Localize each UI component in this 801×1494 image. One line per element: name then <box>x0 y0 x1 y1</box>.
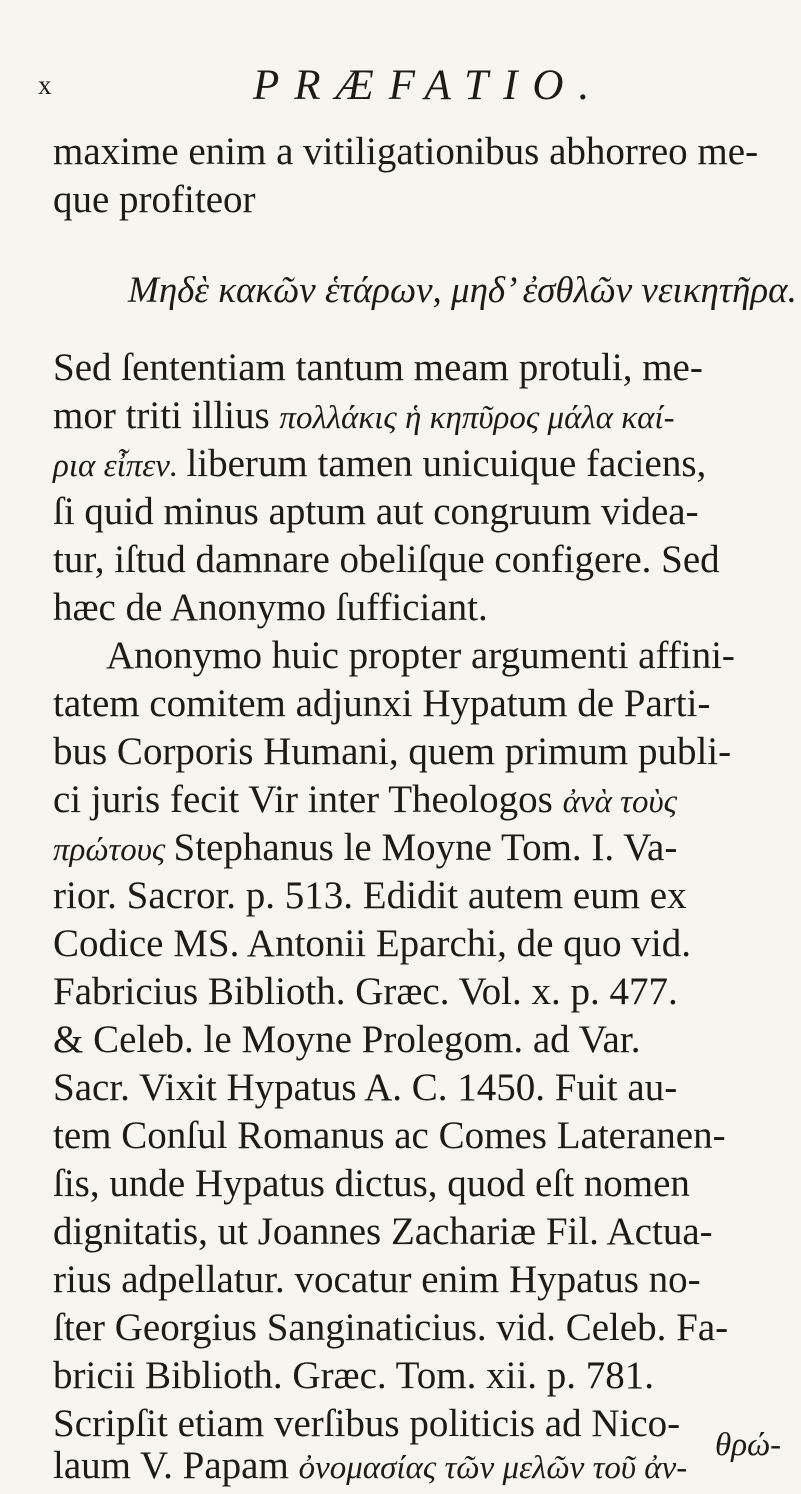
text-line-19: tem Conſul Romanus ac Comes Lateranen- <box>53 1114 726 1157</box>
text-line-09: Anonymo huic propter argumenti affini- <box>106 634 735 677</box>
text-line-10: tatem comitem adjunxi Hypatum de Parti- <box>53 682 711 725</box>
text-line-15: Codice MS. Antonii Eparchi, de quo vid. <box>53 922 692 965</box>
text-line-02: que profiteor <box>53 178 256 221</box>
running-title: PRÆFATIO. <box>253 62 605 109</box>
text-line-18: Sacr. Vixit Hypatus A. C. 1450. Fuit au- <box>53 1066 678 1109</box>
greek-proverb: πολλάκις ἡ κηπῦρος μάλα καί- <box>279 400 675 436</box>
latin-text: liberum tamen unicuique faciens, <box>186 442 707 485</box>
latin-text: laum V. Papam <box>53 1444 299 1487</box>
text-line-05 <box>53 438 706 490</box>
greek-title: ὀνομασίας τῶν μελῶν τοῦ ἀν- <box>298 1450 688 1486</box>
text-line-23: ſter Georgius Sanginaticius. vid. Celeb. Fa- <box>53 1306 729 1349</box>
latin-text: mor triti illius <box>53 394 280 437</box>
text-line-20: ſis, unde Hypatus dictus, quod eſt nomen <box>53 1162 690 1205</box>
text-line-06: ſi quid minus aptum aut congruum videa- <box>53 490 699 533</box>
text-line-22: rius adpellatur. vocatur enim Hypatus no- <box>53 1258 701 1301</box>
text-line-24: bricii Biblioth. Græc. Tom. xii. p. 781. <box>53 1354 655 1397</box>
text-line-16: Fabricius Biblioth. Græc. Vol. x. p. 477. <box>53 970 678 1013</box>
text-line-07: tur, iſtud damnare obeliſque configere. Sed <box>53 538 720 581</box>
latin-text: ci juris fecit Vir inter Theologos <box>53 778 563 821</box>
text-line-25: Scripſit etiam verſibus politicis ad Nico- <box>53 1402 681 1445</box>
text-line-21: dignitatis, ut Joannes Zachariæ Fil. Actua- <box>53 1210 713 1253</box>
text-line-26 <box>53 1440 687 1492</box>
page-header <box>30 64 771 114</box>
greek-verse-quotation: Μηδὲ κακῶν ἑτάρων, μηδ’ ἐσθλῶν νεικητῆρα. <box>128 270 797 311</box>
text-line-08: hæc de Anonymo ſufficiant. <box>53 586 488 629</box>
latin-text: Stephanus le Moyne Tom. I. Va- <box>173 826 678 869</box>
text-line-14: rior. Sacror. p. 513. Edidit autem eum ex <box>53 874 687 917</box>
greek-phrase-end: πρώτους <box>53 832 174 868</box>
greek-proverb-end: ρια εἶπεν. <box>53 448 187 484</box>
text-line-01: maxime enim a vitiligationibus abhorreo me- <box>53 130 759 173</box>
text-line-03: Sed ſententiam tantum meam protuli, me- <box>53 346 703 389</box>
text-line-04 <box>53 390 675 442</box>
catchword: θρώ- <box>715 1427 782 1463</box>
text-line-13 <box>53 822 677 874</box>
page-number: x <box>38 70 52 100</box>
text-line-17: & Celeb. le Moyne Prolegom. ad Var. <box>53 1018 641 1061</box>
text-line-11: bus Corporis Humani, quem primum publi- <box>53 730 732 773</box>
greek-phrase: ἀνὰ τοὺς <box>562 784 677 820</box>
text-line-12 <box>53 774 677 826</box>
